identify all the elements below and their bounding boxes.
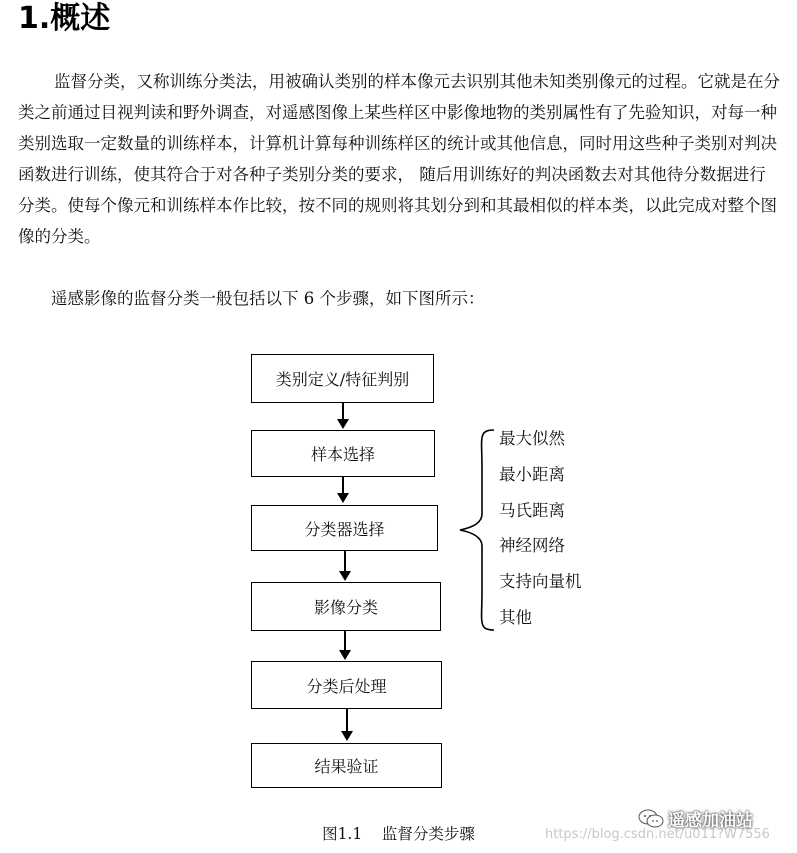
flow-arrow xyxy=(346,709,348,732)
flow-step-postprocess: 分类后处理 xyxy=(251,661,442,709)
watermark-logo xyxy=(638,806,753,831)
figure-caption: 图1.1 监督分类步骤 xyxy=(322,825,475,843)
flow-arrow xyxy=(344,631,346,651)
wechat-icon xyxy=(638,809,664,829)
flow-step-classify: 影像分类 xyxy=(251,582,441,631)
flow-arrow xyxy=(344,551,346,572)
method-item: 马氏距离 xyxy=(499,501,565,520)
method-item: 神经网络 xyxy=(499,536,565,555)
steps-intro-paragraph: 遥感影像的监督分类一般包括以下 6 个步骤，如下图所示： xyxy=(51,289,485,308)
watermark-logo-text: 遥感加油站 xyxy=(668,811,753,831)
flow-step-sample: 样本选择 xyxy=(251,430,435,477)
curly-brace xyxy=(456,428,496,633)
flow-arrow xyxy=(342,477,344,494)
method-item: 其他 xyxy=(499,608,532,627)
method-item: 最小距离 xyxy=(499,465,565,484)
flow-step-classifier: 分类器选择 xyxy=(251,505,438,551)
flow-step-validate: 结果验证 xyxy=(251,743,442,788)
section-heading: 1.概述 xyxy=(18,1,111,36)
method-item: 最大似然 xyxy=(499,429,565,448)
method-item: 支持向量机 xyxy=(499,572,582,591)
watermark-url: https://blog.csdn.net/u011?W7556 xyxy=(545,827,770,842)
flow-arrow xyxy=(342,403,344,420)
flow-step-define: 类别定义/特征判别 xyxy=(251,354,434,403)
intro-paragraph: 监督分类，又称训练分类法，用被确认类别的样本像元去识别其他未知类别像元的过程。它就是在分类之前通过目视判读和野外调查，对遥感图像上某些样区中影像地物的类别属性有了先验知识，对每一种类别选取一定数量的训练样本，计算机计算每种训练样区的统计或其他信息，同时用这些种子类别对判决函数进行训练，使其符合于对各种子类别分类的要求， 随后用训练好的判决函数去对其他待分数据进行分类。使每个像元和训练样本作比较，按不同的规则将其划分到和其最相似的样本类，以此完成对整个图像的分类。 xyxy=(18,72,780,246)
